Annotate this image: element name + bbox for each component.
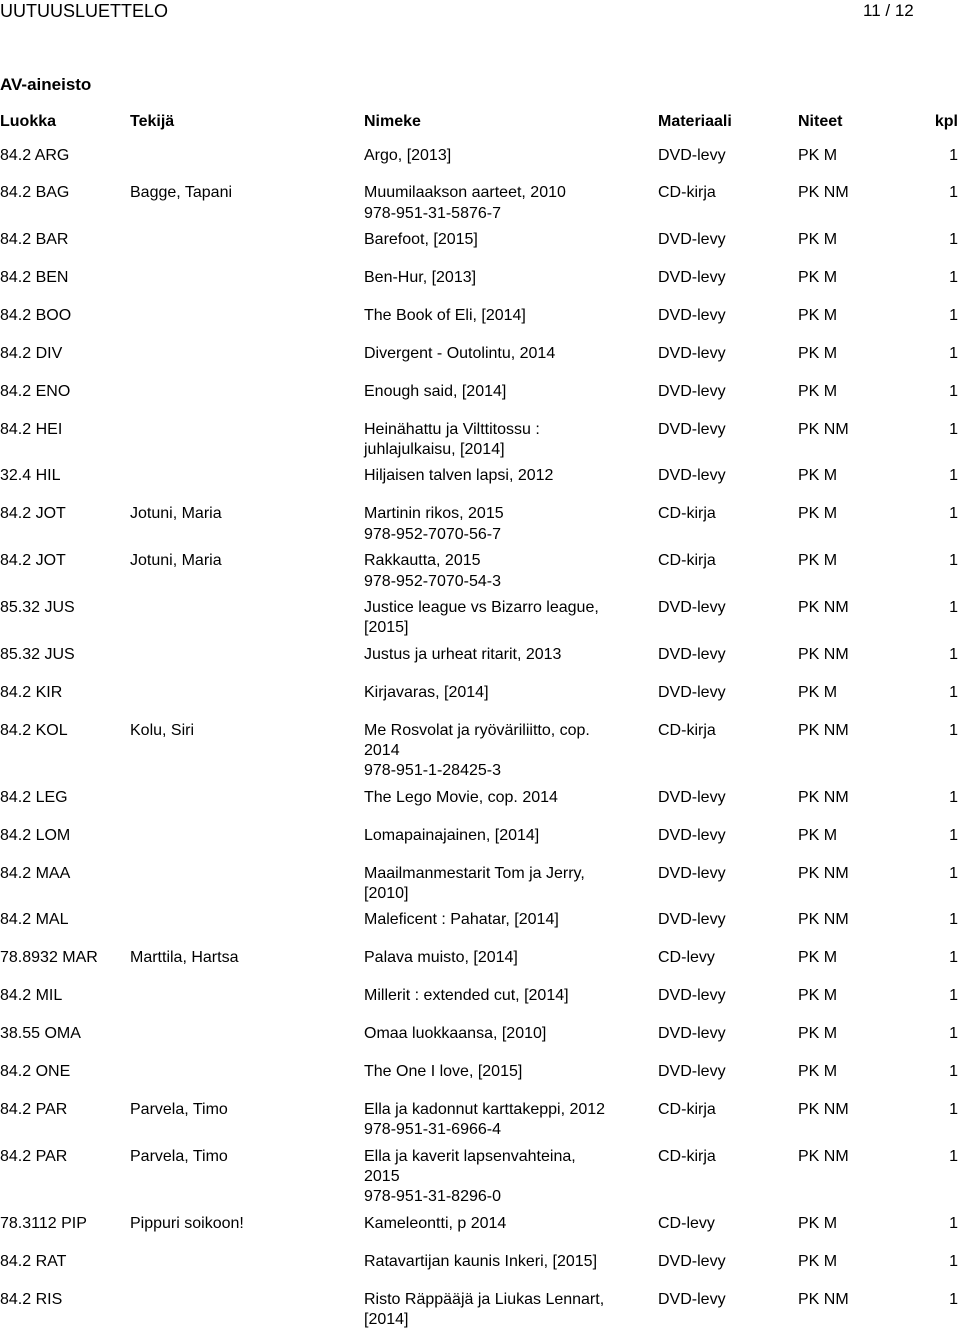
nimeke-line: The Book of Eli, [2014] [364,306,526,324]
nimeke-line: 2015 [364,1168,400,1186]
cell-kpl: 1 [949,382,958,400]
cell-tekija [130,1290,364,1331]
column-header-kpl: kpl [934,113,958,130]
cell-niteet: PK M [798,1062,838,1080]
nimeke-line: Heinähattu ja Vilttitossu : [364,420,540,438]
cell-tekija: Kolu, Siri [130,721,195,739]
nimeke-line: Martinin rikos, 2015 [364,505,504,523]
cell-materiaali: DVD-levy [658,231,726,249]
cell-materiaali: DVD-levy [658,987,726,1005]
table-row [0,910,958,948]
nimeke-line: Justus ja urheat ritarit, 2013 [364,645,562,663]
cell-kpl: 1 [949,1147,958,1165]
table-row [0,645,958,683]
table-row [0,1252,958,1290]
cell-tekija [130,910,364,942]
table-row [0,382,958,420]
table-row [0,1214,958,1252]
cell-luokka: 84.2 MIL [0,987,63,1005]
nimeke-line: Enough said, [2014] [364,382,507,400]
cell-materiaali: CD-levy [658,1214,715,1232]
cell-niteet: PK M [798,146,838,164]
cell-nimeke [364,826,658,858]
table-row [0,466,958,504]
cell-niteet: PK M [798,269,838,287]
cell-nimeke [364,721,658,782]
cell-nimeke [364,504,658,545]
table-row [0,598,958,645]
cell-luokka: 84.2 BAR [0,231,69,249]
cell-nimeke [364,306,658,338]
nimeke-line: [2015] [364,619,409,637]
cell-nimeke [364,788,658,820]
cell-tekija [130,230,364,262]
cell-kpl: 1 [949,598,958,616]
nimeke-line: Kirjavaras, [2014] [364,683,489,701]
nimeke-line: Argo, [2013] [364,146,452,164]
cell-luokka: 84.2 RAT [0,1252,67,1270]
cell-nimeke [364,230,658,262]
cell-luokka: 84.2 ARG [0,146,70,164]
nimeke-line: Ella ja kadonnut karttakeppi, 2012 [364,1100,606,1118]
table-row [0,230,958,268]
cell-tekija: Jotuni, Maria [130,552,222,570]
table-row [0,268,958,306]
isbn: 978-951-1-28425-3 [364,762,501,780]
cell-materiaali: DVD-levy [658,864,726,882]
cell-niteet: PK M [798,949,838,967]
cell-kpl: 1 [949,645,958,663]
cell-materiaali: CD-levy [658,949,715,967]
cell-niteet: PK M [798,1025,838,1043]
cell-materiaali: DVD-levy [658,467,726,485]
cell-tekija [130,1062,364,1094]
nimeke-line: Ben-Hur, [2013] [364,269,477,287]
cell-tekija: Pippuri soikoon! [130,1214,244,1232]
isbn: 978-952-7070-54-3 [364,572,501,590]
cell-luokka: 32.4 HIL [0,467,61,485]
cell-kpl: 1 [949,269,958,287]
cell-kpl: 1 [949,1062,958,1080]
cell-niteet: PK M [798,505,838,523]
column-header-materiaali: Materiaali [658,113,732,130]
cell-nimeke [364,683,658,715]
table-row [0,721,958,788]
cell-materiaali: DVD-levy [658,382,726,400]
cell-kpl: 1 [949,1290,958,1308]
cell-niteet: PK M [798,231,838,249]
cell-kpl: 1 [949,987,958,1005]
table-row [0,183,958,230]
nimeke-line: 2014 [364,741,400,759]
cell-nimeke [364,146,658,178]
nimeke-line: Hiljaisen talven lapsi, 2012 [364,467,554,485]
cell-materiaali: DVD-levy [658,146,726,164]
isbn: 978-951-31-8296-0 [364,1188,501,1206]
cell-luokka: 84.2 KOL [0,721,68,739]
table-row [0,1147,958,1214]
cell-luokka: 84.2 LOM [0,826,71,844]
cell-luokka: 78.8932 MAR [0,949,98,967]
nimeke-line: [2010] [364,884,409,902]
cell-materiaali: DVD-levy [658,1062,726,1080]
cell-luokka: 85.32 JUS [0,645,75,663]
cell-luokka: 85.32 JUS [0,598,75,616]
cell-materiaali: DVD-levy [658,645,726,663]
table-row [0,864,958,911]
cell-kpl: 1 [949,949,958,967]
cell-tekija [130,268,364,300]
cell-tekija: Marttila, Hartsa [130,949,239,967]
cell-nimeke [364,1290,658,1331]
cell-materiaali: DVD-levy [658,683,726,701]
cell-tekija [130,788,364,820]
cell-luokka: 84.2 HEI [0,420,63,438]
cell-kpl: 1 [949,146,958,164]
cell-materiaali: DVD-levy [658,826,726,844]
cell-nimeke [364,420,658,461]
cell-niteet: PK M [798,1252,838,1270]
cell-niteet: PK NM [798,184,849,202]
nimeke-line: Justice league vs Bizarro league, [364,598,599,616]
cell-niteet: PK M [798,1214,838,1232]
cell-nimeke [364,1147,658,1208]
cell-tekija: Parvela, Timo [130,1100,228,1118]
cell-kpl: 1 [949,864,958,882]
table-row [0,551,958,598]
table-row [0,948,958,986]
nimeke-line: Divergent - Outolintu, 2014 [364,344,556,362]
cell-tekija [130,598,364,639]
cell-niteet: PK M [798,306,838,324]
cell-luokka: 84.2 BOO [0,306,72,324]
cell-kpl: 1 [949,552,958,570]
column-header-row [0,112,958,132]
cell-niteet: PK NM [798,420,849,438]
cell-kpl: 1 [949,788,958,806]
cell-nimeke [364,466,658,498]
cell-nimeke [364,986,658,1018]
cell-tekija [130,1024,364,1056]
cell-niteet: PK NM [798,721,849,739]
nimeke-line: Rakkautta, 2015 [364,552,481,570]
cell-materiaali: CD-kirja [658,1147,716,1165]
isbn: 978-952-7070-56-7 [364,525,501,543]
cell-luokka: 84.2 ONE [0,1062,71,1080]
cell-kpl: 1 [949,1025,958,1043]
cell-materiaali: DVD-levy [658,344,726,362]
nimeke-line: [2014] [364,1311,409,1329]
cell-materiaali: DVD-levy [658,911,726,929]
cell-kpl: 1 [949,1100,958,1118]
nimeke-line: Muumilaakson aarteet, 2010 [364,184,566,202]
nimeke-line: Palava muisto, [2014] [364,949,518,967]
cell-tekija [130,466,364,498]
nimeke-line: Barefoot, [2015] [364,231,478,249]
cell-tekija [130,344,364,376]
cell-tekija [130,864,364,905]
cell-tekija [130,1252,364,1284]
cell-luokka: 84.2 LEG [0,788,68,806]
cell-luokka: 84.2 JOT [0,505,66,523]
cell-nimeke [364,344,658,376]
cell-tekija [130,146,364,178]
table-row [0,344,958,382]
cell-niteet: PK M [798,683,838,701]
cell-niteet: PK NM [798,1290,849,1308]
cell-luokka: 84.2 BAG [0,184,70,202]
cell-materiaali: DVD-levy [658,1290,726,1308]
cell-tekija: Parvela, Timo [130,1147,228,1165]
isbn: 978-951-31-6966-4 [364,1121,501,1139]
column-header-nimeke: Nimeke [364,113,421,130]
cell-luokka: 84.2 DIV [0,344,63,362]
cell-luokka: 84.2 KIR [0,683,63,701]
catalog-rows [0,146,958,1331]
cell-tekija [130,826,364,858]
cell-kpl: 1 [949,505,958,523]
nimeke-line: Ella ja kaverit lapsenvahteina, [364,1147,576,1165]
cell-luokka: 84.2 RIS [0,1290,63,1308]
cell-materiaali: CD-kirja [658,1100,716,1118]
cell-kpl: 1 [949,721,958,739]
cell-materiaali: CD-kirja [658,552,716,570]
nimeke-line: juhlajulkaisu, [2014] [364,441,505,459]
cell-nimeke [364,183,658,224]
nimeke-line: Ratavartijan kaunis Inkeri, [2015] [364,1252,598,1270]
column-header-luokka: Luokka [0,113,57,130]
cell-kpl: 1 [949,1214,958,1232]
cell-nimeke [364,1252,658,1284]
nimeke-line: Maailmanmestarit Tom ja Jerry, [364,864,585,882]
cell-tekija: Jotuni, Maria [130,505,222,523]
cell-nimeke [364,551,658,592]
cell-kpl: 1 [949,1252,958,1270]
cell-luokka: 78.3112 PIP [0,1214,87,1232]
cell-nimeke [364,268,658,300]
cell-tekija [130,986,364,1018]
cell-tekija [130,382,364,414]
isbn: 978-951-31-5876-7 [364,204,501,222]
section-title: AV-aineisto [0,75,92,94]
table-row [0,1100,958,1147]
cell-niteet: PK NM [798,864,849,882]
cell-materiaali: DVD-levy [658,788,726,806]
cell-materiaali: DVD-levy [658,269,726,287]
cell-materiaali: DVD-levy [658,1025,726,1043]
cell-nimeke [364,382,658,414]
cell-materiaali: DVD-levy [658,420,726,438]
cell-kpl: 1 [949,420,958,438]
cell-niteet: PK NM [798,598,849,616]
cell-kpl: 1 [949,306,958,324]
cell-kpl: 1 [949,467,958,485]
cell-kpl: 1 [949,344,958,362]
cell-nimeke [364,864,658,905]
nimeke-line: Maleficent : Pahatar, [2014] [364,911,559,929]
cell-tekija [130,645,364,677]
cell-kpl: 1 [949,683,958,701]
cell-niteet: PK M [798,467,838,485]
table-row [0,504,958,551]
table-row [0,420,958,467]
cell-luokka: 84.2 PAR [0,1100,68,1118]
cell-niteet: PK NM [798,645,849,663]
cell-nimeke [364,1100,658,1141]
table-row [0,1290,958,1331]
nimeke-line: Omaa luokkaansa, [2010] [364,1025,547,1043]
cell-nimeke [364,1062,658,1094]
cell-kpl: 1 [949,911,958,929]
cell-tekija [130,683,364,715]
cell-nimeke [364,645,658,677]
table-row [0,146,958,184]
cell-materiaali: CD-kirja [658,505,716,523]
cell-niteet: PK NM [798,1100,849,1118]
cell-tekija [130,306,364,338]
table-row [0,306,958,344]
cell-materiaali: CD-kirja [658,184,716,202]
nimeke-line: Lomapainajainen, [2014] [364,826,540,844]
cell-luokka: 84.2 BEN [0,269,69,287]
cell-luokka: 84.2 JOT [0,552,66,570]
table-row [0,1062,958,1100]
cell-niteet: PK M [798,382,838,400]
cell-nimeke [364,1024,658,1056]
nimeke-line: Millerit : extended cut, [2014] [364,987,569,1005]
cell-kpl: 1 [949,231,958,249]
cell-materiaali: DVD-levy [658,306,726,324]
cell-niteet: PK M [798,826,838,844]
cell-nimeke [364,598,658,639]
nimeke-line: The One I love, [2015] [364,1062,523,1080]
nimeke-line: The Lego Movie, cop. 2014 [364,788,558,806]
table-row [0,826,958,864]
column-header-niteet: Niteet [798,113,843,130]
cell-luokka: 38.55 OMA [0,1025,81,1043]
table-row [0,986,958,1024]
document-title: UUTUUSLUETTELO [0,1,169,21]
nimeke-line: Kameleontti, p 2014 [364,1214,507,1232]
cell-niteet: PK M [798,987,838,1005]
cell-materiaali: DVD-levy [658,1252,726,1270]
cell-kpl: 1 [949,184,958,202]
cell-luokka: 84.2 ENO [0,382,71,400]
nimeke-line: Risto Räppääjä ja Liukas Lennart, [364,1290,605,1308]
page-indicator: 11 / 12 [863,1,914,20]
cell-niteet: PK NM [798,788,849,806]
cell-materiaali: DVD-levy [658,598,726,616]
cell-niteet: PK NM [798,1147,849,1165]
cell-nimeke [364,948,658,980]
cell-nimeke [364,1214,658,1246]
table-row [0,788,958,826]
cell-niteet: PK M [798,344,838,362]
table-row [0,1024,958,1062]
cell-nimeke [364,910,658,942]
cell-niteet: PK M [798,552,838,570]
cell-luokka: 84.2 PAR [0,1147,68,1165]
cell-tekija: Bagge, Tapani [130,184,233,202]
cell-kpl: 1 [949,826,958,844]
cell-luokka: 84.2 MAL [0,911,69,929]
cell-tekija [130,420,364,461]
cell-materiaali: CD-kirja [658,721,716,739]
cell-luokka: 84.2 MAA [0,864,71,882]
table-row [0,683,958,721]
cell-niteet: PK NM [798,911,849,929]
column-header-tekija: Tekijä [130,113,175,130]
nimeke-line: Me Rosvolat ja ryöväriliitto, cop. [364,721,590,739]
